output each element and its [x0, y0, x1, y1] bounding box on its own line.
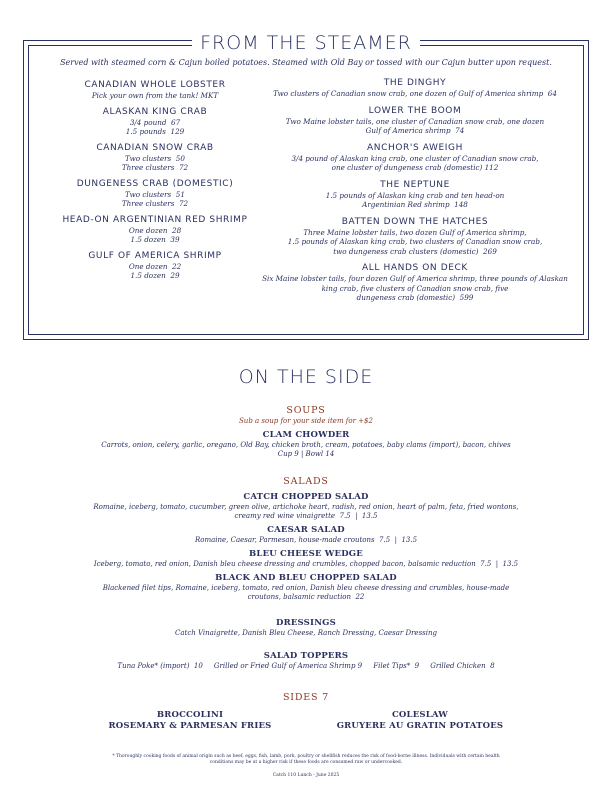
steamer-left-item-detail: One dozen 22 — [128, 261, 182, 271]
salad-item-desc: Iceberg, tomato, red onion, Danish bleu cheese dressing and crumbles, chopped bacon, balsamic reduction 7.5 | 13.5 — [93, 560, 519, 568]
side-title: ON THE SIDE — [238, 366, 374, 388]
salads-section — [0, 476, 612, 488]
steamer-right-item-detail: Two clusters of Canadian snow crab, one dozen of Gulf of America shrimp 64 — [273, 89, 557, 98]
steamer-left-item-name: DUNGENESS CRAB (DOMESTIC) — [76, 178, 234, 189]
steamer-right-item-detail: king crab, five clusters of Canadian snow crab, five — [321, 283, 509, 293]
toppers-list: Tuna Poke* (import) 10 Grilled or Fried Gulf of America Shrimp 9 Filet Tips* 9 Grilled Chicken 8 — [117, 662, 495, 670]
steamer-intro: Served with steamed corn & Cajun boiled potatoes. Steamed with Old Bay or tossed with our Cajun butter upon request. — [60, 58, 552, 67]
steamer-left-item — [40, 143, 270, 173]
steamer-right-item-detail: Two Maine lobster tails, one cluster of Canadian snow crab, one dozen — [285, 116, 545, 126]
steamer-left-item-detail: One dozen 28 — [128, 225, 182, 235]
steamer-left-item-detail: Three clusters 72 — [121, 163, 189, 172]
steamer-right-item — [255, 78, 575, 99]
steamer-left-item-detail: Two clusters 50 — [125, 153, 185, 163]
steamer-left-item — [40, 251, 270, 281]
salad-item-desc: Romaine, Caesar, Parmesan, house-made croutons 7.5 | 13.5 — [194, 536, 418, 544]
steamer-left-item-detail: 1.5 pounds 129 — [125, 127, 185, 136]
salads-list — [0, 492, 612, 606]
steamer-right-item-detail: 1.5 pounds of Alaskan king crab, two clusters of Canadian snow crab, — [287, 237, 543, 246]
sides-right-column — [320, 710, 520, 732]
steamer-right-item-detail: dungeness crab (domestic) 599 — [356, 293, 474, 302]
dressings-section — [0, 618, 612, 638]
steamer-left-item-detail: 1.5 dozen 29 — [130, 271, 180, 280]
steamer-right-item-name: LOWER THE BOOM — [368, 105, 462, 116]
salad-item-name: BLEU CHEESE WEDGE — [249, 549, 363, 559]
dressings-list: Catch Vinaigrette, Danish Bleu Cheese, Ranch Dressing, Caesar Dressing — [175, 629, 437, 637]
steamer-right-item-detail: 3/4 pound of Alaskan king crab, one cluster of Canadian snow crab, — [291, 153, 539, 163]
steamer-right-item-detail: one cluster of dungeness crab (domestic) 112 — [331, 163, 499, 172]
steamer-right-item-name: ALL HANDS ON DECK — [362, 263, 468, 273]
steamer-left-item-detail: 3/4 pound 67 — [129, 117, 181, 127]
steamer-left-item-name: CANADIAN WHOLE LOBSTER — [84, 80, 226, 90]
steamer-left-column — [40, 80, 270, 287]
side-item-gratin: GRUYERE AU GRATIN POTATOES — [336, 721, 504, 731]
steamer-right-column — [255, 78, 575, 310]
steamer-right-item-detail: Argentinian Red shrimp 148 — [362, 200, 468, 209]
toppers-section — [0, 651, 612, 671]
salad-item-desc: Blackened filet tips, Romaine, iceberg, tomato, red onion, Danish bleu cheese dressing and crumbles, house-made — [102, 584, 510, 592]
steamer-right-item-name: THE NEPTUNE — [380, 179, 450, 190]
sides-section — [0, 692, 612, 704]
steamer-right-item — [255, 217, 575, 257]
salad-item — [0, 573, 612, 602]
steamer-right-item — [255, 180, 575, 210]
salad-item — [0, 492, 612, 521]
steamer-right-item-detail: Gulf of America shrimp 74 — [365, 126, 465, 135]
steamer-left-item-detail: Pick your own from the tank! MKT — [91, 91, 219, 100]
soups-heading: SOUPS — [286, 405, 326, 416]
clam-chowder-name: CLAM CHOWDER — [262, 430, 350, 440]
salad-item-name: CAESAR SALAD — [267, 525, 345, 535]
steamer-right-item — [255, 106, 575, 136]
salads-heading: SALADS — [283, 476, 329, 487]
clam-chowder-price: Cup 9 | Bowl 14 — [277, 450, 335, 458]
steamer-right-item-detail: Six Maine lobster tails, four dozen Gulf of America shrimp, three pounds of Alaskan — [262, 274, 568, 283]
steamer-left-item — [40, 215, 270, 245]
salad-item — [0, 549, 612, 569]
steamer-right-item-name: THE DINGHY — [383, 78, 447, 88]
steamer-left-item — [40, 80, 270, 101]
dressings-name: DRESSINGS — [276, 618, 336, 628]
side-item-broccolini: BROCCOLINI — [156, 710, 224, 720]
steamer-left-item-detail: Two clusters 51 — [125, 189, 185, 199]
salad-item-desc: Romaine, iceberg, tomato, cucumber, green olive, artichoke heart, radish, red onion, heart of palm, feta, fried wontons, — [93, 503, 519, 511]
salad-item-name: CATCH CHOPPED SALAD — [243, 492, 369, 502]
steamer-left-item-name: ALASKAN KING CRAB — [102, 106, 208, 117]
steamer-title: FROM THE STEAMER — [0, 34, 612, 53]
steamer-left-item — [40, 107, 270, 137]
steamer-right-item-name: ANCHOR'S AWEIGH — [367, 142, 463, 153]
salad-item-desc: creamy red wine vinaigrette 7.5 | 13.5 — [234, 512, 378, 520]
clam-chowder-desc: Carrots, onion, celery, garlic, oregano, Old Bay, chicken broth, cream, potatoes, baby clams (import), bacon, chives — [101, 441, 511, 449]
steamer-left-item-name: GULF OF AMERICA SHRIMP — [88, 250, 222, 261]
food-safety-disclaimer: * Thoroughly cooking foods of animal origin such as beef, eggs, fish, lamb, pork, poultry or shellfish reduces the risk of food-borne illness. Individuals with certain health conditions may be at a higher risk if these foods are consumed raw or undercooked. — [112, 754, 500, 765]
steamer-left-item-name: HEAD-ON ARGENTINIAN RED SHRIMP — [62, 214, 248, 225]
toppers-name: SALAD TOPPERS — [263, 651, 349, 661]
steamer-right-item — [255, 143, 575, 173]
sides-left-column — [90, 710, 290, 732]
menu-code: Catch 110 Lunch - June 2025 — [272, 773, 340, 778]
sides-heading: SIDES 7 — [283, 692, 329, 703]
steamer-right-item-name: BATTEN DOWN THE HATCHES — [341, 216, 489, 227]
steamer-right-item-detail: Three Maine lobster tails, two dozen Gulf of America shrimp, — [303, 227, 527, 237]
soups-note: Sub a soup for your side item for +$2 — [239, 417, 373, 425]
steamer-left-item-detail: Three clusters 72 — [121, 199, 189, 208]
salad-item-desc: croutons, balsamic reduction 22 — [247, 593, 365, 601]
soups-section — [0, 405, 612, 459]
steamer-right-item — [255, 263, 575, 303]
salad-item-name: BLACK AND BLEU CHOPPED SALAD — [215, 573, 397, 583]
steamer-left-item — [40, 179, 270, 209]
steamer-right-item-detail: 1.5 pounds of Alaskan king crab and ten head-on — [325, 190, 505, 200]
steamer-left-item-detail: 1.5 dozen 39 — [130, 235, 180, 244]
side-item-fries: ROSEMARY & PARMESAN FRIES — [108, 721, 272, 731]
salad-item — [0, 525, 612, 545]
steamer-left-item-name: CANADIAN SNOW CRAB — [96, 142, 214, 153]
side-item-coleslaw: COLESLAW — [391, 710, 449, 720]
steamer-right-item-detail: two dungeness crab clusters (domestic) 269 — [333, 246, 497, 256]
